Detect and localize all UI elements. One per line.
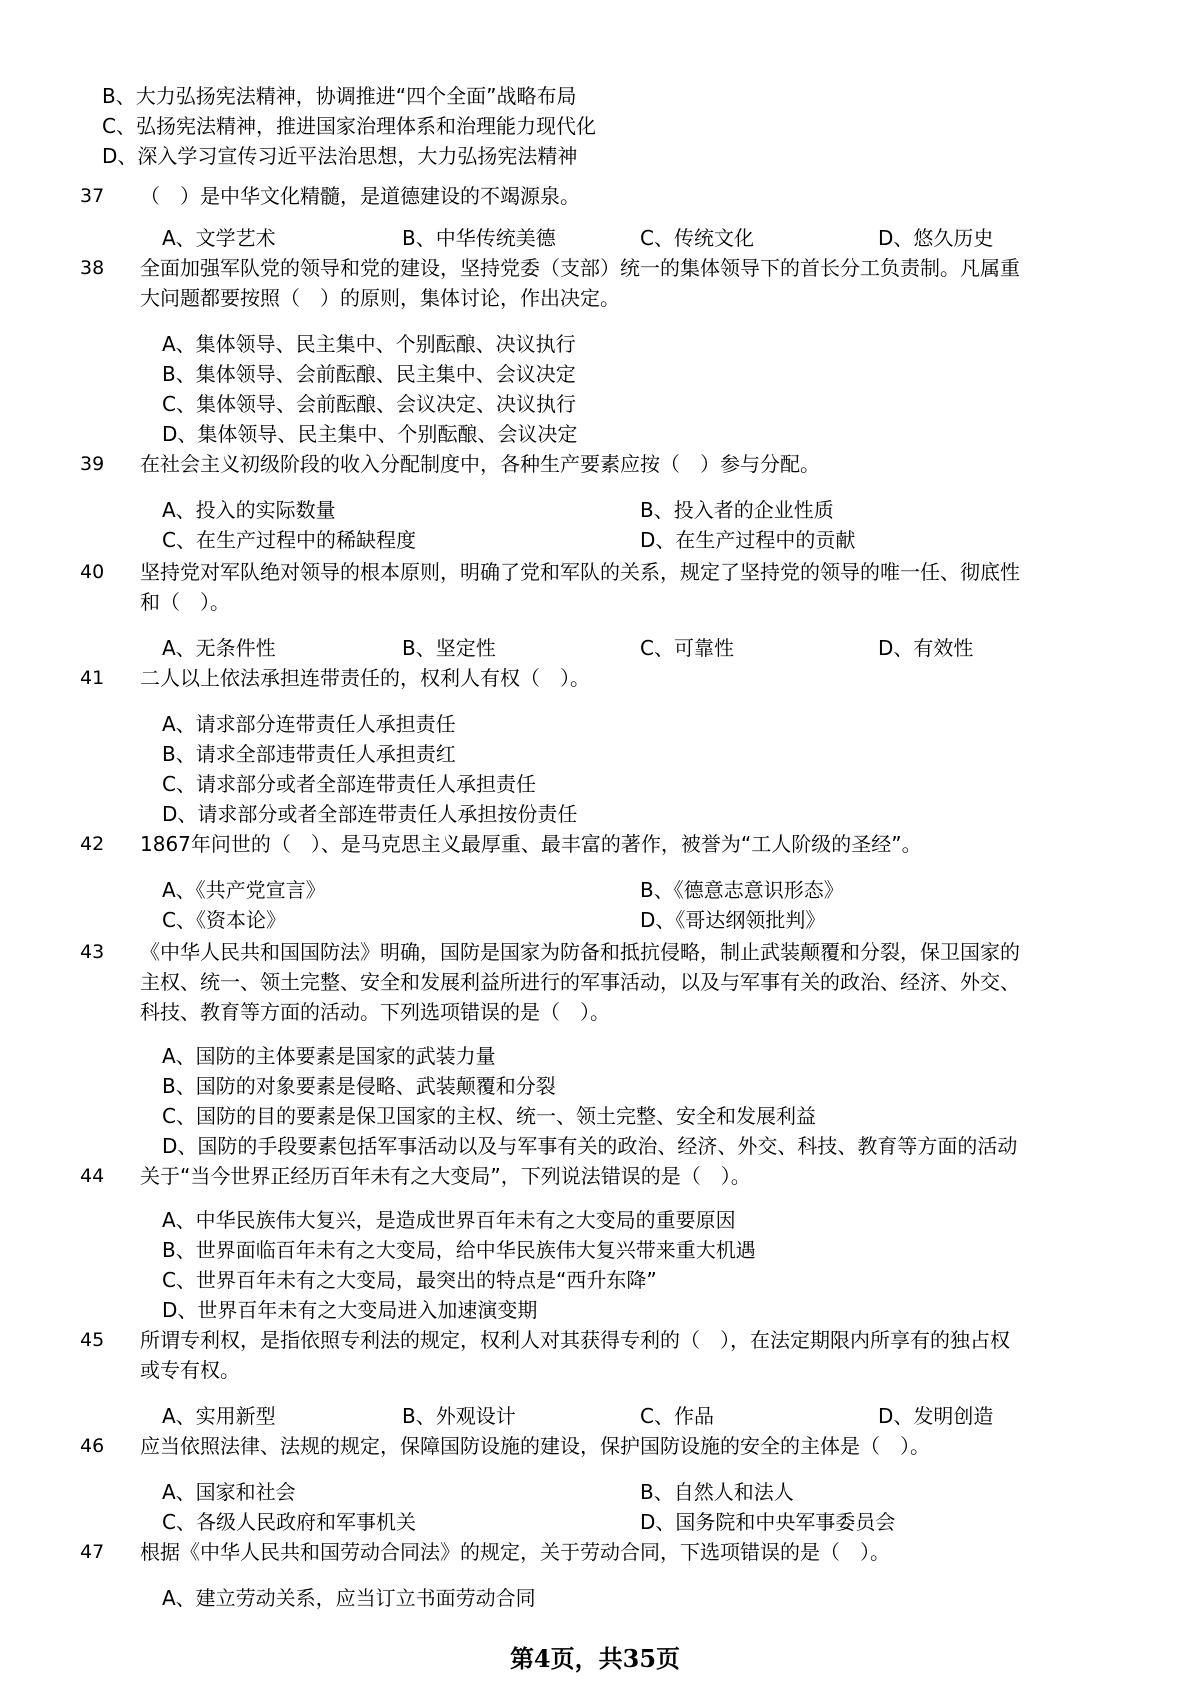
prev-option-c: C、弘扬宪法精神，推进国家治理体系和治理能力现代化 xyxy=(102,114,596,138)
option: C、国防的目的要素是保卫国家的主权、统一、领土完整、安全和发展利益 xyxy=(162,1104,816,1128)
option: A、投入的实际数量 xyxy=(162,498,336,522)
option: D、请求部分或者全部连带责任人承担按份责任 xyxy=(162,802,578,826)
option: B、《德意志意识形态》 xyxy=(640,878,844,902)
option: A、无条件性 xyxy=(162,636,276,660)
option: A、国防的主体要素是国家的武装力量 xyxy=(162,1044,496,1068)
option: A、实用新型 xyxy=(162,1404,276,1428)
option: D、在生产过程中的贡献 xyxy=(640,528,856,552)
prev-option-d: D、深入学习宣传习近平法治思想，大力弘扬宪法精神 xyxy=(102,144,578,168)
option: C、各级人民政府和军事机关 xyxy=(162,1510,416,1534)
question-number: 41 xyxy=(80,667,105,689)
option: C、世界百年未有之大变局，最突出的特点是“西升东降” xyxy=(162,1268,657,1292)
option: D、悠久历史 xyxy=(878,226,994,250)
question-stem: 应当依照法律、法规的规定，保障国防设施的建设，保护国防设施的安全的主体是（ ）。 xyxy=(140,1434,930,1458)
option: A、集体领导、民主集中、个别酝酿、决议执行 xyxy=(162,332,576,356)
question-stem: 在社会主义初级阶段的收入分配制度中，各种生产要素应按（ ）参与分配。 xyxy=(140,452,820,476)
option: C、作品 xyxy=(640,1404,714,1428)
option: A、文学艺术 xyxy=(162,226,276,250)
option: C、可靠性 xyxy=(640,636,734,660)
question-number: 40 xyxy=(80,561,105,583)
question-number: 42 xyxy=(80,833,105,855)
option: B、坚定性 xyxy=(402,636,496,660)
option: D、国务院和中央军事委员会 xyxy=(640,1510,896,1534)
question-number: 45 xyxy=(80,1329,105,1351)
option: B、世界面临百年未有之大变局，给中华民族伟大复兴带来重大机遇 xyxy=(162,1238,756,1262)
option: D、国防的手段要素包括军事活动以及与军事有关的政治、经济、外交、科技、教育等方面的活动 xyxy=(162,1134,1018,1158)
question-number: 46 xyxy=(80,1435,105,1457)
option: B、外观设计 xyxy=(402,1404,516,1428)
option: C、请求部分或者全部连带责任人承担责任 xyxy=(162,772,536,796)
question-stem: 根据《中华人民共和国劳动合同法》的规定，关于劳动合同，下选项错误的是（ ）。 xyxy=(140,1540,890,1564)
option: B、自然人和法人 xyxy=(640,1480,794,1504)
option: B、中华传统美德 xyxy=(402,226,556,250)
question-stem: 或专有权。 xyxy=(140,1358,240,1382)
question-number: 44 xyxy=(80,1165,105,1187)
option: B、国防的对象要素是侵略、武装颠覆和分裂 xyxy=(162,1074,556,1098)
question-stem: 所谓专利权，是指依照专利法的规定，权利人对其获得专利的（ ），在法定期限内所享有的独占权 xyxy=(140,1328,1010,1352)
option: A、请求部分连带责任人承担责任 xyxy=(162,712,456,736)
option: A、国家和社会 xyxy=(162,1480,296,1504)
option: A、建立劳动关系，应当订立书面劳动合同 xyxy=(162,1586,536,1610)
question-stem: 主权、统一、领土完整、安全和发展利益所进行的军事活动，以及与军事有关的政治、经济、外交、 xyxy=(140,970,1020,994)
option: C、《资本论》 xyxy=(162,908,286,932)
question-number: 38 xyxy=(80,257,105,279)
option: D、《哥达纲领批判》 xyxy=(640,908,826,932)
option: D、世界百年未有之大变局进入加速演变期 xyxy=(162,1298,538,1322)
question-stem: 关于“当今世界正经历百年未有之大变局”，下列说法错误的是（ ）。 xyxy=(140,1164,751,1188)
option: B、投入者的企业性质 xyxy=(640,498,834,522)
question-stem: 1867年问世的（ ）、是马克思主义最厚重、最丰富的著作，被誉为“工人阶级的圣经”。 xyxy=(140,832,922,856)
question-number: 39 xyxy=(80,453,105,475)
question-stem: 《中华人民共和国国防法》明确，国防是国家为防备和抵抗侵略，制止武装颠覆和分裂，保卫国家的 xyxy=(140,940,1020,964)
option: D、集体领导、民主集中、个别酝酿、会议决定 xyxy=(162,422,578,446)
question-number: 37 xyxy=(80,185,105,207)
question-stem: 和（ ）。 xyxy=(140,590,230,614)
option: C、传统文化 xyxy=(640,226,754,250)
option: A、中华民族伟大复兴，是造成世界百年未有之大变局的重要原因 xyxy=(162,1208,736,1232)
page-footer: 第4页，共35页 xyxy=(509,1644,681,1673)
option: B、集体领导、会前酝酿、民主集中、会议决定 xyxy=(162,362,576,386)
question-stem: 坚持党对军队绝对领导的根本原则，明确了党和军队的关系，规定了坚持党的领导的唯一任、彻底性 xyxy=(140,560,1020,584)
question-number: 43 xyxy=(80,941,105,963)
question-stem: （ ）是中华文化精髓，是道德建设的不竭源泉。 xyxy=(140,184,580,208)
question-stem: 大问题都要按照（ ）的原则，集体讨论，作出决定。 xyxy=(140,286,620,310)
question-stem: 全面加强军队党的领导和党的建设，坚持党委（支部）统一的集体领导下的首长分工负责制。凡属重 xyxy=(140,256,1020,280)
option: A、《共产党宣言》 xyxy=(162,878,326,902)
option: B、请求全部违带责任人承担责红 xyxy=(162,742,456,766)
prev-option-b: B、大力弘扬宪法精神，协调推进“四个全面”战略布局 xyxy=(102,84,577,108)
option: D、有效性 xyxy=(878,636,974,660)
question-stem: 科技、教育等方面的活动。下列选项错误的是（ ）。 xyxy=(140,1000,610,1024)
option: D、发明创造 xyxy=(878,1404,994,1428)
option: C、集体领导、会前酝酿、会议决定、决议执行 xyxy=(162,392,576,416)
option: C、在生产过程中的稀缺程度 xyxy=(162,528,416,552)
question-number: 47 xyxy=(80,1541,105,1563)
question-stem: 二人以上依法承担连带责任的，权利人有权（ ）。 xyxy=(140,666,590,690)
